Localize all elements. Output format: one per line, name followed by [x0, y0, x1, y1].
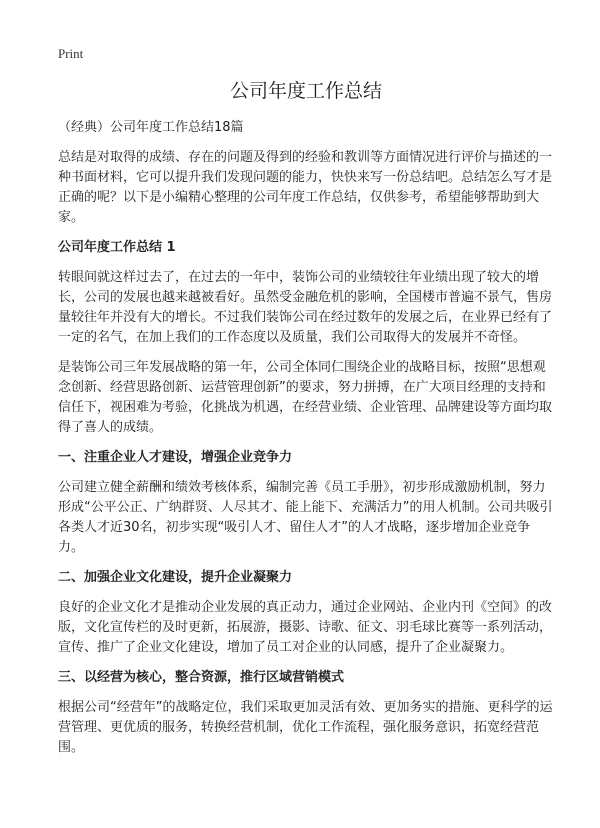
section-heading: 三、以经营为核心，整合资源，推行区域营销模式 — [58, 670, 345, 685]
page-title: 公司年度工作总结 — [229, 80, 382, 102]
intro-paragraph: 总结是对取得的成绩、存在的问题及得到的经验和教训等方面情况进行评价与描述的一种书面材料，它可以提升我们发现问题的能力，快快来写一份总结吧。总结怎么写才是正确的呢？以下是小编精心整理的公司年度工作总结，仅供参考，希望能够帮助到大家。 — [58, 150, 553, 225]
body-paragraph: 公司建立健全薪酬和绩效考核体系，编制完善《员工手册》，初步形成激励机制，努力形成“公平公正、广纳群贤、人尽其才、能上能下、充满活力”的用人机制。公司共吸引各类人才近30名，初步实现“吸引人才、留住人才”的人才战略，逐步增加企业竞争力。 — [58, 480, 553, 555]
body-paragraph: 是装饰公司三年发展战略的第一年，公司全体同仁围绕企业的战略目标，按照“思想观念创新、经营思路创新、运营管理创新”的要求，努力拼搏，在广大项目经理的支持和信任下，视困难为考验，化挑战为机遇，在经营业绩、企业管理、品牌建设等方面均取得了喜人的成绩。 — [58, 360, 553, 435]
body-paragraph: 转眼间就这样过去了，在过去的一年中，装饰公司的业绩较往年业绩出现了较大的增长，公司的发展也越来越被看好。虽然受金融危机的影响，全国楼市普遍不景气，售房量较往年并没有大的增长。不过我们装饰公司在经过数年的发展之后，在业界已经有了一定的名气，在加上我们的工作态度以及质量，我们公司取得大的发展并不奇怪。 — [58, 270, 553, 345]
section-heading: 二、加强企业文化建设，提升企业凝聚力 — [58, 570, 293, 585]
document-subtitle: （经典）公司年度工作总结18篇 — [58, 120, 244, 135]
body-paragraph: 良好的企业文化才是推动企业发展的真正动力，通过企业网站、企业内刊《空间》的改版，文化宣传栏的及时更新，拓展游，摄影、诗歌、征文、羽毛球比赛等一系列活动，宣传、推广了企业文化建设，增加了员工对企业的认同感，提升了企业凝聚力。 — [58, 600, 553, 655]
print-link[interactable]: Print — [58, 46, 84, 61]
document-body — [58, 78, 554, 768]
section-heading: 一、注重企业人才建设，增强企业竞争力 — [58, 450, 293, 465]
section-heading: 公司年度工作总结 1 — [58, 240, 176, 255]
body-paragraph: 根据公司“经营年”的战略定位，我们采取更加灵活有效、更加务实的措施、更科学的运营管理、更优质的服务，转换经营机制，优化工作流程，强化服务意识，拓宽经营范围。 — [58, 700, 553, 755]
